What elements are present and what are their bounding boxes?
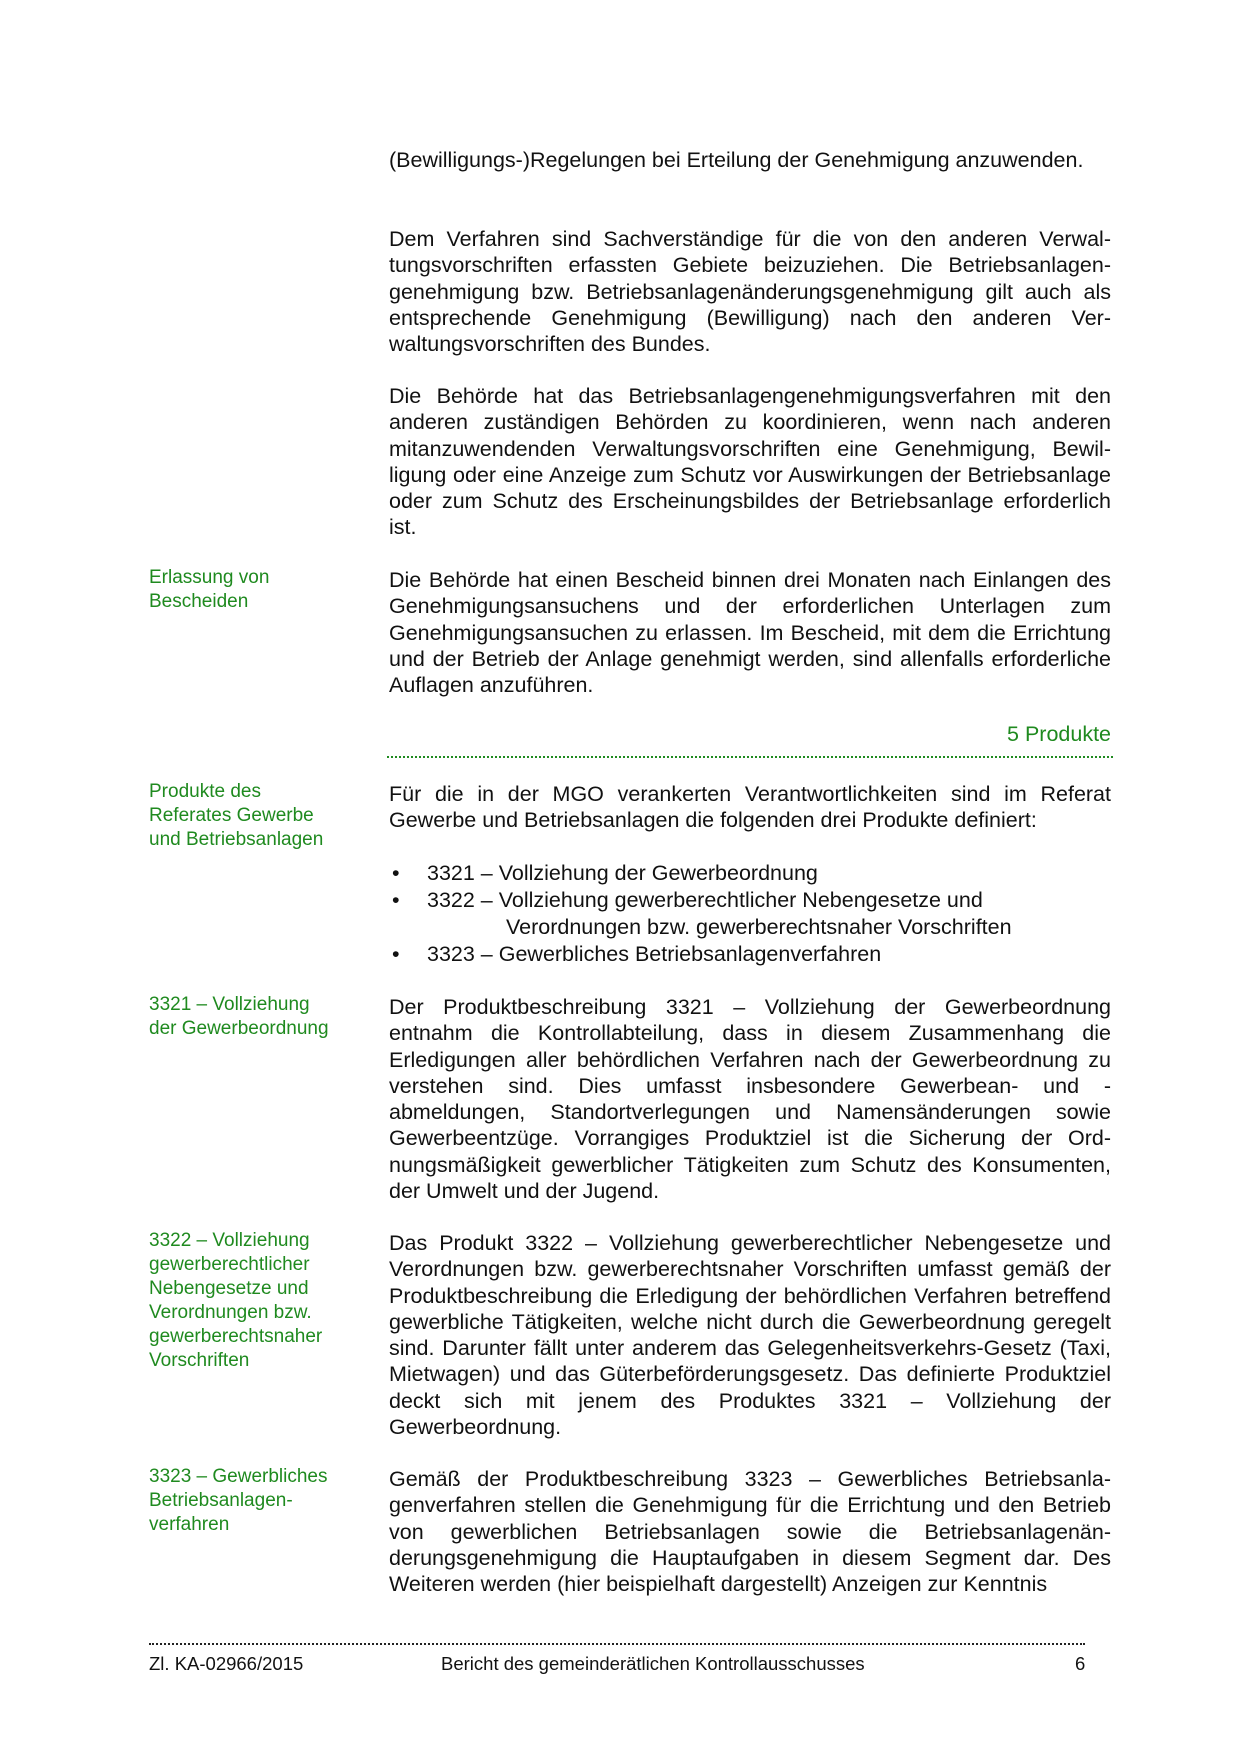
margin-note-line: und Betriebsanlagen — [149, 829, 324, 850]
section-heading: 5 Produkte — [1007, 722, 1111, 746]
margin-note-line: Verordnungen bzw. — [149, 1302, 312, 1323]
list-item-text: 3321 – Vollziehung der Gewerbeordnung — [427, 861, 818, 885]
paragraph-text: Gemäß der Produktbeschreibung 3323 – Gewerbliches Betriebsanlagenverfahren stellen die Genehmigung für die Errichtung und den Betrieb von gewerblichen Betriebsanlagen sowie die Betriebsanlagenänderungsgenehmigung die Hauptaufgaben in diesem Segment dar. Des Weiteren werden (hier beispielhaft dargestellt) Anzeigen zur Kenntnis — [389, 1467, 1111, 1597]
paragraph-sachverstaendige — [389, 226, 1111, 357]
paragraph-text: (Bewilligungs-)Regelungen bei Erteilung der Genehmigung anzuwenden. — [389, 148, 1084, 172]
bullet-icon: • — [392, 942, 400, 966]
paragraph-text: Das Produkt 3322 – Vollziehung gewerberechtlicher Nebengesetze und Verordnungen bzw. gewerberechtsnaher Vorschriften umfasst gemäß der Produktbeschreibung die Erledigung der behördlichen Verfahren betreffend gewerbliche Tätigkeiten, welche nicht durch die Gewerbeordnung geregelt sind. Darunter fällt unter anderem das Gelegenheitsverkehrs-Gesetz (Taxi, Mietwagen) und das Güterbeförderungsgesetz. Das definierte Produktziel deckt sich mit jenem des Produktes 3321 – Vollziehung der Gewerbeordnung. — [389, 1231, 1111, 1440]
section-divider — [387, 756, 1113, 758]
paragraph-koordination — [389, 383, 1111, 541]
margin-note-line: 3323 – Gewerbliches — [149, 1466, 328, 1487]
margin-note-line: gewerberechtlicher — [149, 1254, 310, 1275]
margin-note-line: Vorschriften — [149, 1350, 250, 1371]
margin-note-line: der Gewerbeordnung — [149, 1018, 329, 1039]
margin-note-3321 — [149, 993, 359, 1041]
margin-note-line: Produkte des — [149, 781, 261, 802]
margin-note-erlassung — [149, 566, 359, 614]
margin-note-line: 3321 – Vollziehung — [149, 994, 310, 1015]
paragraph-text: Die Behörde hat einen Bescheid binnen drei Monaten nach Einlangen des Genehmigungsansuchens und der erforderlichen Unterlagen zum Genehmigungsansuchen zu erlassen. Im Bescheid, mit dem die Errichtung und der Betrieb der Anlage genehmigt werden, sind allenfalls erforderliche Auflagen anzuführen. — [389, 568, 1111, 698]
paragraph-text: Der Produktbeschreibung 3321 – Vollziehung der Gewerbeordnung entnahm die Kontrollabteilung, dass in diesem Zusammenhang die Erledigungen aller behördlichen Verfahren nach der Gewerbeordnung zu verstehen sind. Dies umfasst insbesondere Gewerbean- und -abmeldungen, Standortverlegungen und Namensänderungen sowie Gewerbeentzüge. Vorrangiges Produktziel ist die Sicherung der Ordnungsmäßigkeit gewerblicher Tätigkeiten zum Schutz des Konsumenten, der Umwelt und der Jugend. — [389, 995, 1111, 1204]
paragraph-text: Dem Verfahren sind Sachverständige für die von den anderen Verwaltungsvorschriften erfassten Gebiete beizuziehen. Die Betriebsanlagengenehmigung bzw. Betriebsanlagenänderungsgenehmigung gilt auch als entsprechende Genehmigung (Bewilligung) nach den anderen Verwaltungsvorschriften des Bundes. — [389, 227, 1111, 357]
list-item — [389, 860, 1111, 887]
paragraph-3321 — [389, 994, 1111, 1204]
margin-note-3322 — [149, 1229, 359, 1373]
footer-title: Bericht des gemeinderätlichen Kontrollausschusses — [441, 1653, 865, 1674]
paragraph-produkte-intro — [389, 781, 1111, 834]
page-number: 6 — [1075, 1653, 1086, 1674]
list-item-text: 3323 – Gewerbliches Betriebsanlagenverfahren — [427, 942, 882, 966]
list-item-text: 3322 – Vollziehung gewerberechtlicher Nebengesetze und — [427, 888, 983, 912]
margin-note-line: Bescheiden — [149, 591, 249, 612]
margin-note-line: gewerberechtsnaher — [149, 1326, 323, 1347]
footer-divider — [149, 1643, 1085, 1645]
margin-note-line: verfahren — [149, 1514, 230, 1535]
paragraph-3322 — [389, 1230, 1111, 1440]
margin-note-3323 — [149, 1465, 359, 1537]
margin-note-line: Nebengesetze und — [149, 1278, 309, 1299]
paragraph-bewilligung — [389, 147, 1111, 173]
bullet-icon: • — [392, 888, 400, 912]
paragraph-bescheid — [389, 567, 1111, 698]
paragraph-text: Die Behörde hat das Betriebsanlagengenehmigungsverfahren mit den anderen zuständigen Behörden zu koordinieren, wenn nach anderen mitanzuwendenden Verwaltungsvorschriften eine Genehmigung, Bewilligung oder eine Anzeige zum Schutz vor Auswirkungen der Betriebsanlage oder zum Schutz des Erscheinungsbildes der Betriebsanlage erforderlich ist. — [389, 384, 1111, 540]
footer-reference: Zl. KA-02966/2015 — [149, 1653, 304, 1674]
margin-note-produkte — [149, 780, 359, 852]
margin-note-line: Referates Gewerbe — [149, 805, 314, 826]
products-list — [389, 860, 1111, 968]
list-item — [389, 941, 1111, 968]
margin-note-line: Erlassung von — [149, 567, 270, 588]
bullet-icon: • — [392, 861, 400, 885]
paragraph-3323 — [389, 1466, 1111, 1597]
margin-note-line: Betriebsanlagen- — [149, 1490, 293, 1511]
paragraph-text: Für die in der MGO verankerten Verantwortlichkeiten sind im Referat Gewerbe und Betriebsanlagen die folgenden drei Produkte definiert: — [389, 782, 1111, 833]
list-item-continuation: Verordnungen bzw. gewerberechtsnaher Vorschriften — [506, 915, 1012, 939]
margin-note-line: 3322 – Vollziehung — [149, 1230, 310, 1251]
list-item — [389, 887, 1111, 941]
